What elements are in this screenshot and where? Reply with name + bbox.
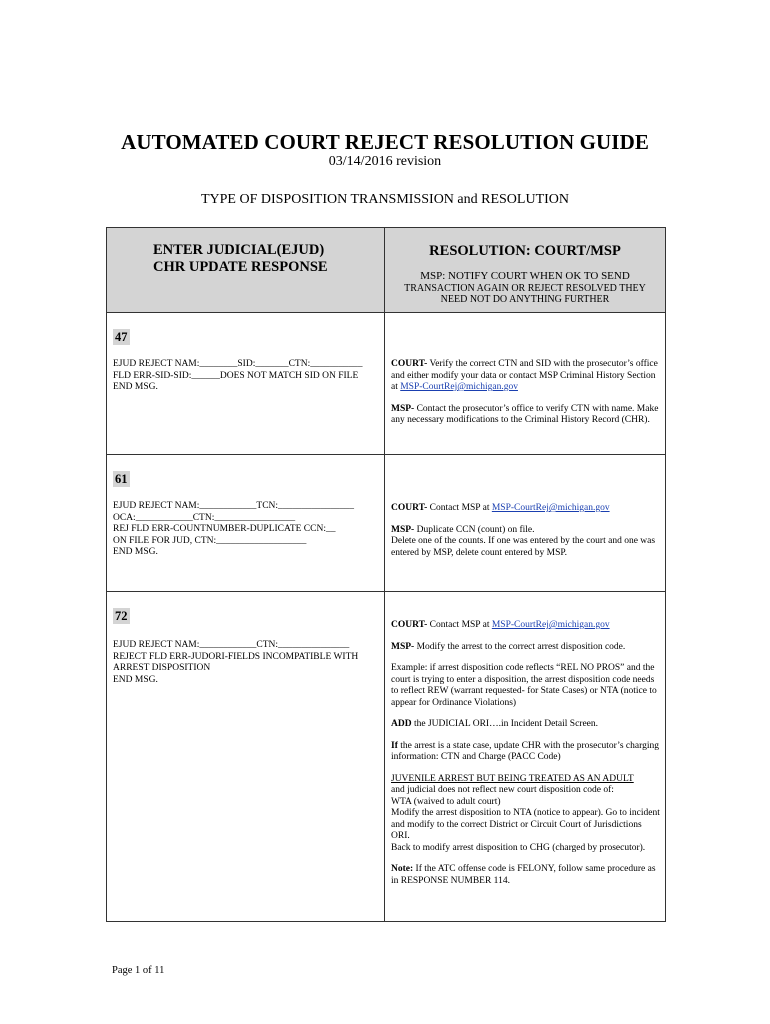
resolution-cell (385, 592, 666, 922)
header-left-cell (107, 228, 385, 313)
resolution-cell (385, 313, 666, 455)
juvenile-heading: JUVENILE ARREST BUT BEING TREATED AS AN ADULT (391, 773, 634, 784)
if-label: If (391, 740, 398, 751)
table-header-row (107, 228, 666, 313)
header-note-line-2: TRANSACTION AGAIN OR REJECT RESOLVED THEY (404, 282, 646, 294)
reject-message: EJUD REJECT NAM:________SID:_______CTN:___________ FLD ERR-SID-SID:______DOES NOT MATCH SID ON FILE END MSG. (113, 359, 363, 392)
msp-text: Contact the prosecutor’s office to verify CTN with name. Make any necessary modifications to the Criminal History Record (CHR). (391, 403, 659, 425)
revision-date: 03/14/2016 revision (328, 154, 442, 169)
response-cell (107, 592, 385, 922)
court-text: Verify the correct CTN and SID with the prosecutor’s office and either modify your data or contact MSP Criminal History Section at (391, 359, 658, 392)
msp-label: MSP- (391, 524, 415, 535)
response-number: 61 (115, 472, 128, 486)
document-title: AUTOMATED COURT REJECT RESOLUTION GUIDE (121, 130, 649, 154)
header-left-line-2: CHR UPDATE RESPONSE (153, 259, 328, 275)
table-row (107, 313, 666, 455)
add-instruction (391, 719, 660, 731)
header-note-line-3: NEED NOT DO ANYTHING FURTHER (440, 294, 610, 305)
table-row (107, 455, 666, 592)
example-text: Example: if arrest disposition code reflects “REL NO PROS” and the court is trying to enter a disposition, the arrest disposition code needs to reflect REW (warrant requested- for State Cases) or NTA (notice to appear for Ordinance Violations) (391, 663, 657, 708)
resolution-table (106, 227, 666, 922)
msp-instruction (391, 642, 660, 654)
msp-text: Modify the arrest to the correct arrest disposition code. (414, 641, 626, 652)
court-label: COURT- (391, 359, 428, 369)
note-text: If the ATC offense code is FELONY, follow same procedure as in RESPONSE NUMBER 114. (391, 864, 656, 886)
response-cell (107, 455, 385, 592)
header-right-title: RESOLUTION: COURT/MSP (429, 243, 621, 259)
court-text: Contact MSP at (427, 620, 492, 630)
reject-message: EJUD REJECT NAM:____________CTN:_______________ REJECT FLD ERR-JUDORI-FIELDS INCOMPATIBLE WITH ARREST DISPOSITION END MSG. (113, 640, 359, 685)
header-left-line-1: ENTER JUDICIAL(EJUD) (153, 242, 325, 258)
court-instruction (391, 503, 660, 515)
msp-label: MSP- (391, 403, 415, 414)
court-text: Contact MSP at (427, 503, 492, 513)
note-instruction (391, 864, 660, 887)
add-text: the JUDICIAL ORI….in Incident Detail Screen. (411, 719, 599, 729)
reject-message: EJUD REJECT NAM:____________TCN:________________ OCA:____________CTN:_________________ REJ FLD ERR-COUNTNUMBER-DUPLICATE CCN:__ ON FILE FOR JUD, CTN:___________________ END MSG. (113, 501, 355, 557)
court-label: COURT- (391, 620, 428, 630)
msp-text: Duplicate CCN (count) on file. (414, 524, 535, 535)
note-label: Note: (391, 864, 414, 874)
court-instruction (391, 620, 660, 632)
if-text: the arrest is a state case, update CHR with the prosecutor’s charging information: CTN and Charge (PACC Code) (391, 740, 659, 762)
court-instruction (391, 359, 660, 394)
if-instruction (391, 741, 660, 764)
email-link[interactable]: MSP-CourtRej@michigan.gov (491, 620, 610, 630)
table-row (107, 592, 666, 922)
msp-instruction (391, 404, 660, 427)
msp-label: MSP- (391, 641, 415, 652)
resolution-cell (385, 455, 666, 592)
header-right-note (385, 260, 665, 306)
court-label: COURT- (391, 503, 428, 513)
response-number: 72 (115, 609, 128, 623)
email-link[interactable]: MSP-CourtRej@michigan.gov (491, 503, 610, 513)
msp-instruction (391, 525, 660, 537)
response-cell (107, 313, 385, 455)
header-note-line-1: MSP: NOTIFY COURT WHEN OK TO SEND (420, 270, 630, 282)
page-number: Page 1 of 11 (112, 965, 165, 976)
response-number: 47 (115, 330, 128, 344)
juvenile-text: and judicial does not reflect new court disposition code of: WTA (waived to adult court) Modify the arrest disposition to NTA (notice to appear). Go to incident and modify to the correct District or Circuit Court of Jurisdictions ORI. Back to modify arrest disposition to CHG (charged by prosecutor). (391, 785, 660, 853)
document-subtitle: TYPE OF DISPOSITION TRANSMISSION and RESOLUTION (200, 192, 570, 207)
add-label: ADD (391, 719, 412, 729)
header-right-cell (385, 228, 666, 313)
msp-instruction-detail: Delete one of the counts. If one was entered by the court and one was entered by MSP, delete count entered by MSP. (391, 536, 656, 558)
email-link[interactable]: MSP-CourtRej@michigan.gov (400, 382, 518, 392)
